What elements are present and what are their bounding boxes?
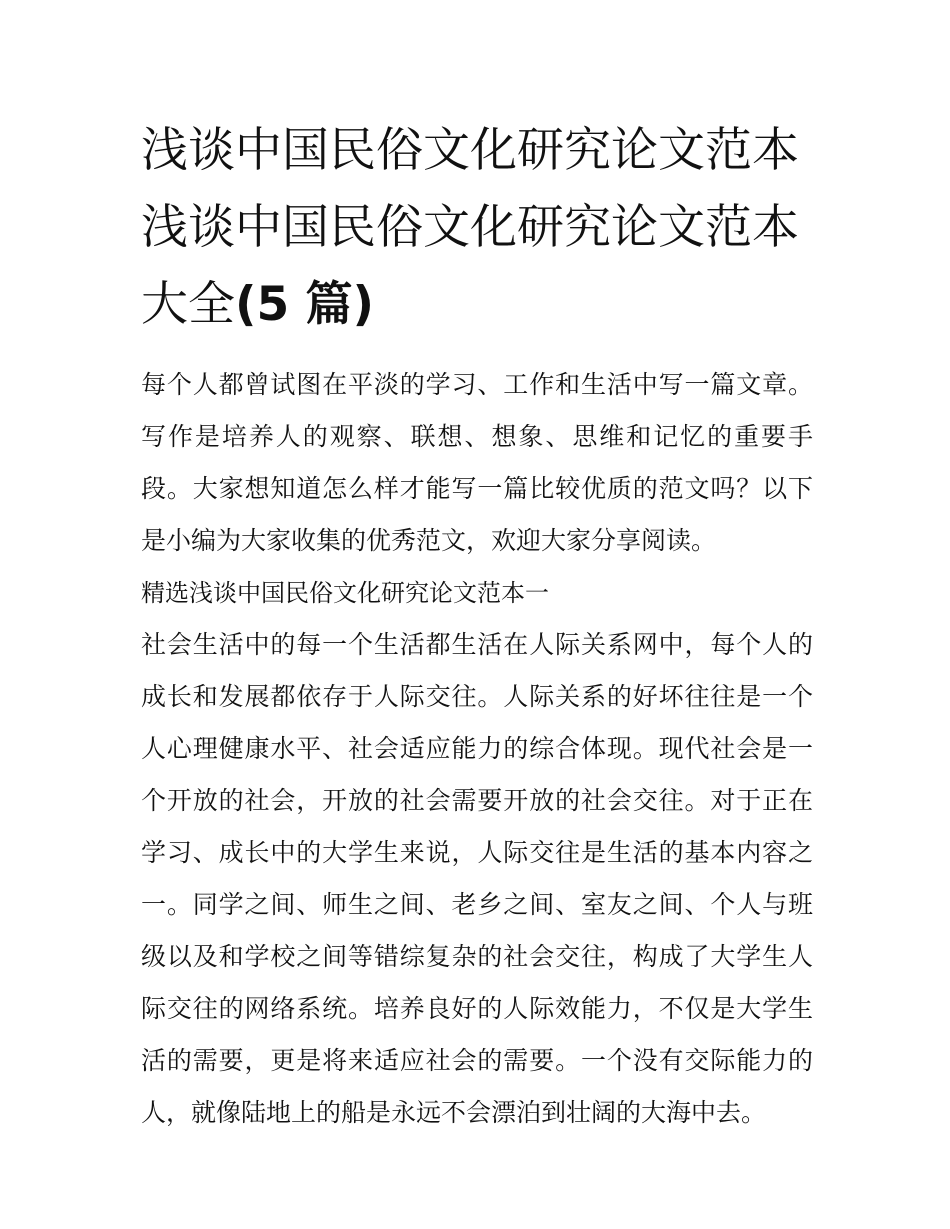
document-content — [141, 112, 813, 1139]
intro-paragraph: 每个人都曾试图在平淡的学习、工作和生活中写一篇文章。写作是培养人的观察、联想、想象、思维和记忆的重要手段。大家想知道怎么样才能写一篇比较优质的范文吗？以下是小编为大家收集的优秀范文，欢迎大家分享阅读。 — [141, 370, 813, 555]
document-title-text: 浅谈中国民俗文化研究论文范本 浅谈中国民俗文化研究论文范本大全 — [141, 123, 799, 332]
section-heading: 精选浅谈中国民俗文化研究论文范本一 — [141, 579, 549, 607]
body-paragraph: 社会生活中的每一个生活都生活在人际关系网中，每个人的成长和发展都依存于人际交往。人际关系的好坏往往是一个人心理健康水平、社会适应能力的综合体现。现代社会是一个开放的社会，开放的社会需要开放的社会交往。对于正在学习、成长中的大学生来说，人际交往是生活的基本内容之一。同学之间、师生之间、老乡之间、室友之间、个人与班级以及和学校之间等错综复杂的社会交往，构成了大学生人际交往的网络系统。培养良好的人际效能力，不仅是大学生活的需要，更是将来适应社会的需要。一个没有交际能力的人，就像陆地上的船是永远不会漂泊到壮阔的大海中去。 — [141, 630, 813, 1127]
document-title-count: (5 篇) — [235, 277, 375, 332]
document-title — [141, 112, 813, 343]
